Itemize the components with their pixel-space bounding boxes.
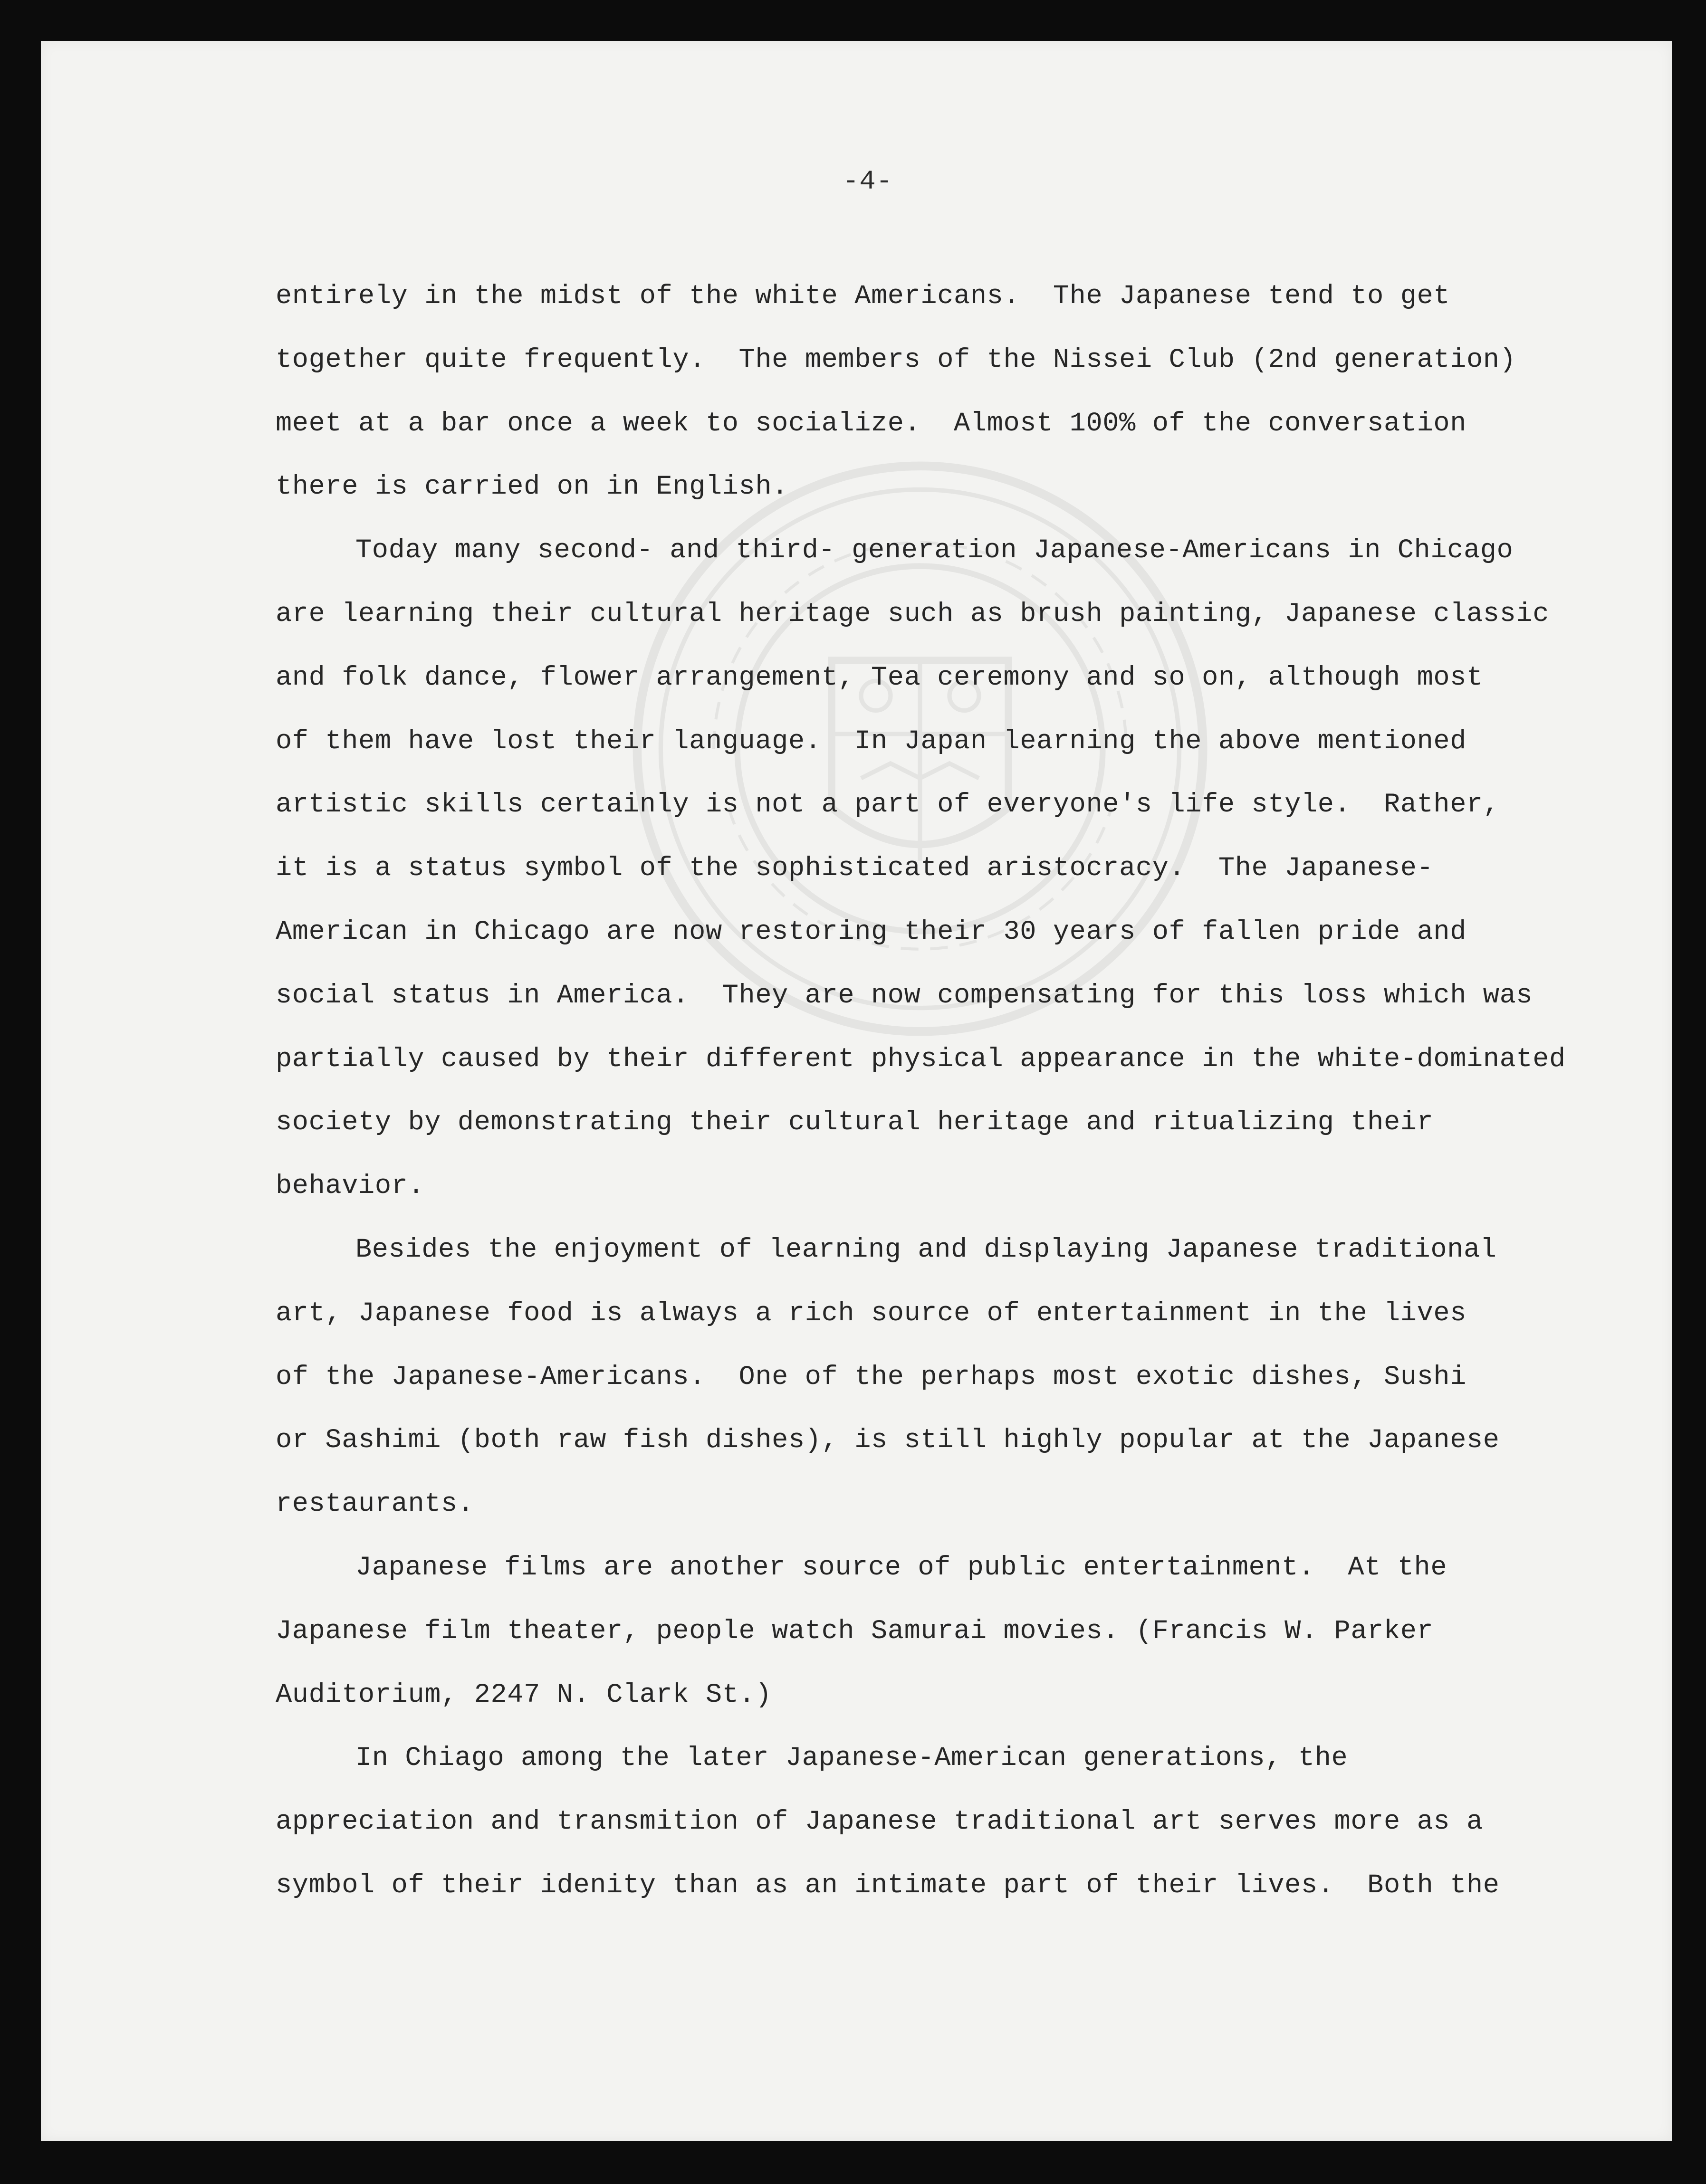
text-line: society by demonstrating their cultural heritage and ritualizing their [276, 1107, 1434, 1138]
text-line: Auditorium, 2247 N. Clark St.) [276, 1679, 772, 1710]
text-line: symbol of their idenity than as an intimate part of their lives. Both the [276, 1870, 1500, 1901]
text-line: American in Chicago are now restoring their 30 years of fallen pride and [276, 916, 1466, 947]
text-line: meet at a bar once a week to socialize. Almost 100% of the conversation [276, 408, 1466, 439]
text-line: Today many second- and third- generation Japanese-Americans in Chicago [355, 535, 1514, 566]
text-line: and folk dance, flower arrangement, Tea ceremony and so on, although most [276, 662, 1483, 693]
text-line: of the Japanese-Americans. One of the perhaps most exotic dishes, Sushi [276, 1362, 1466, 1392]
text-line: artistic skills certainly is not a part of everyone's life style. Rather, [276, 790, 1500, 820]
text-line: entirely in the midst of the white Americans. The Japanese tend to get [276, 281, 1450, 312]
text-line: partially caused by their different physical appearance in the white-dominated [276, 1044, 1566, 1075]
document-page [41, 41, 1672, 2141]
text-line: together quite frequently. The members of the Nissei Club (2nd generation) [276, 344, 1516, 375]
text-line: appreciation and transmition of Japanese traditional art serves more as a [276, 1807, 1483, 1838]
text-line: In Chiago among the later Japanese-American generations, the [355, 1743, 1348, 1774]
text-line: of them have lost their language. In Japan learning the above mentioned [276, 726, 1466, 757]
text-line: restaurants. [276, 1489, 474, 1520]
text-line: social status in America. They are now compensating for this loss which was [276, 980, 1533, 1011]
text-line: there is carried on in English. [276, 472, 788, 503]
text-line: are learning their cultural heritage such as brush painting, Japanese classic [276, 599, 1550, 629]
text-line: Japanese film theater, people watch Samurai movies. (Francis W. Parker [276, 1616, 1434, 1647]
text-line: Besides the enjoyment of learning and displaying Japanese traditional [355, 1234, 1497, 1265]
text-line: behavior. [276, 1171, 425, 1202]
text-line: or Sashimi (both raw fish dishes), is still highly popular at the Japanese [276, 1425, 1500, 1456]
body-text [276, 265, 1644, 1918]
text-line: art, Japanese food is always a rich source of entertainment in the lives [276, 1298, 1466, 1329]
text-line: Japanese films are another source of public entertainment. At the [355, 1552, 1447, 1583]
text-line: it is a status symbol of the sophisticated aristocracy. The Japanese- [276, 853, 1434, 884]
page-number: -4- [843, 167, 893, 197]
